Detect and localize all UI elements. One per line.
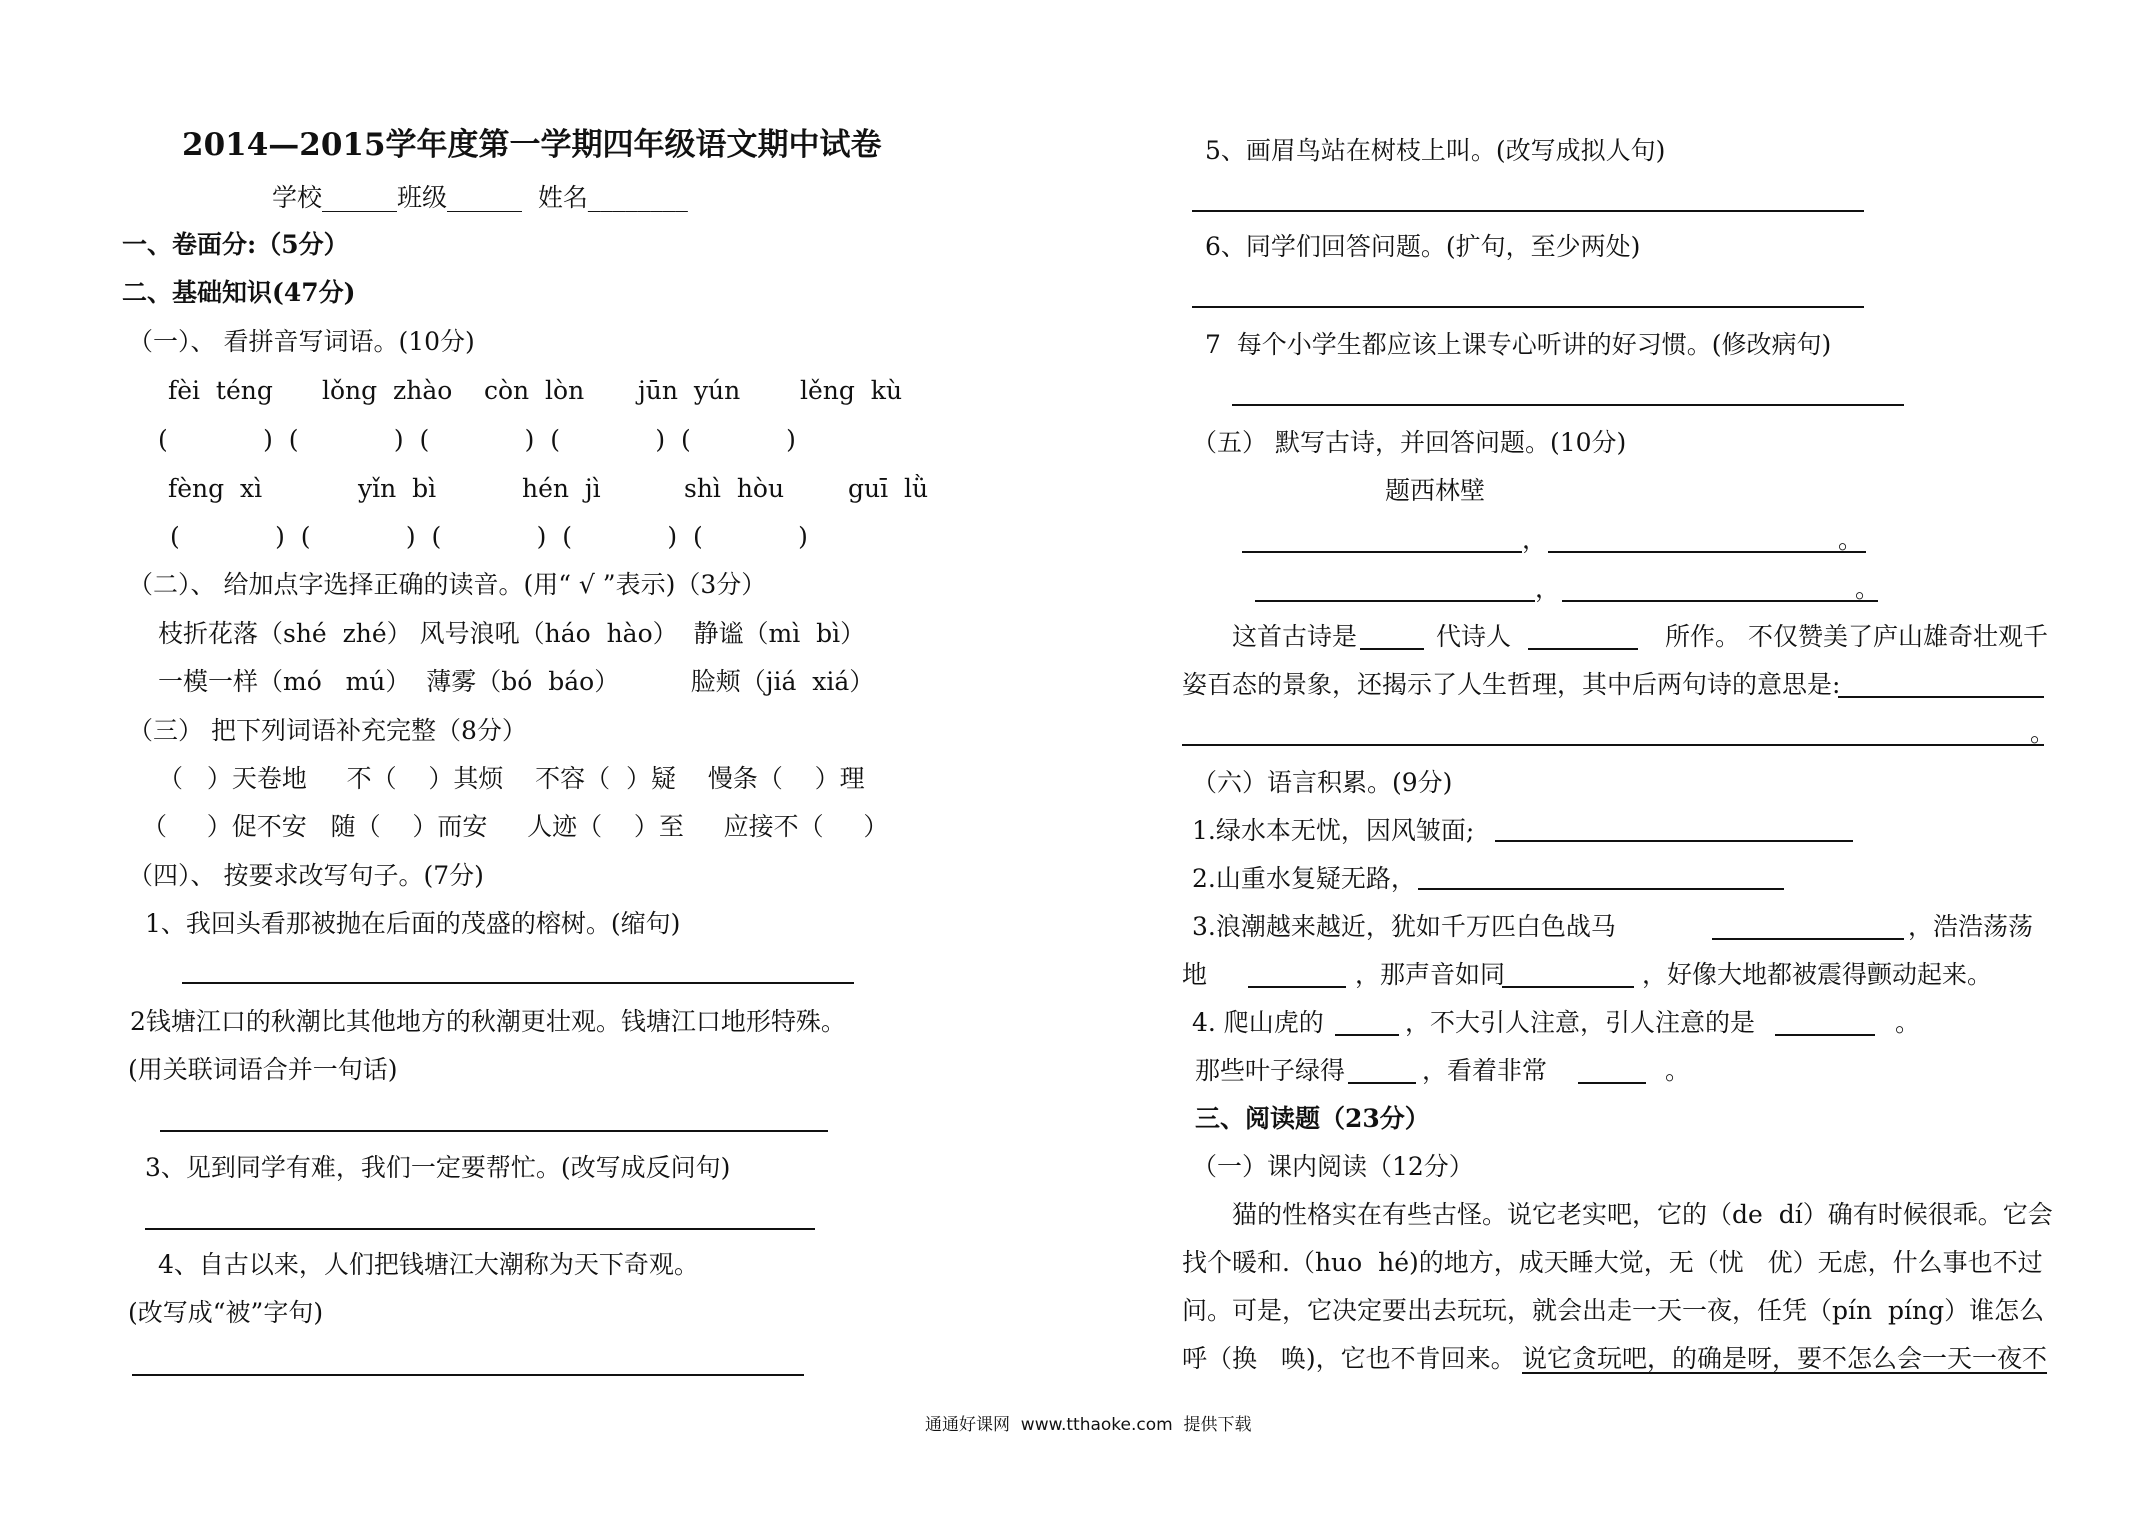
- poem-question-meaning: 姿百态的景象，还揭示了人生哲理，其中后两句诗的意思是:: [1182, 670, 1841, 699]
- rewrite-question-6: 6、同学们回答问题。(扩句，至少两处): [1205, 232, 1641, 261]
- idiom-row-2: （ ）促不安 随（ ）而安 人迹（ ）至 应接不（ ）: [142, 812, 889, 841]
- accumulation-4-line2: 那些叶子绿得: [1195, 1056, 1346, 1085]
- rewrite-question-2: 2钱塘江口的秋潮比其他地方的秋潮更壮观。钱塘江口地形特殊。: [130, 1007, 846, 1036]
- accumulation-4-blank-3: [1348, 1082, 1416, 1084]
- accumulation-4-cont: ，不大引人注意，引人注意的是: [1405, 1008, 1756, 1037]
- poem-line-1-blank: [1242, 551, 1522, 553]
- poem-question-part-3: 所作。 不仅赞美了庐山雄奇壮观千: [1665, 622, 2048, 651]
- poem-period-2: 。: [1855, 574, 1881, 603]
- section-2-heading: 二、基础知识(47分): [122, 278, 356, 307]
- answer-line-q4: [132, 1374, 804, 1376]
- passage-line-2: 找个暖和.（huo hé)的地方，成天睡大觉，无（忧 优）无虑，什么事也不过: [1182, 1248, 2043, 1277]
- answer-line-q6: [1192, 306, 1864, 308]
- accumulation-3-sound: ，那声音如同: [1355, 960, 1506, 989]
- answer-line-q3: [145, 1228, 815, 1230]
- poem-dynasty-blank: [1360, 648, 1424, 650]
- pinyin-3: còn lòn: [484, 376, 585, 405]
- pinyin-7: yǐn bì: [358, 474, 437, 503]
- answer-brackets-row-2: ( ) ( ) ( ) ( ) ( ): [170, 522, 808, 551]
- accumulation-4-blank-1: [1335, 1034, 1399, 1036]
- part-5-heading: （五） 默写古诗，并回答问题。(10分): [1192, 428, 1627, 457]
- answer-brackets-row-1: ( ) ( ) ( ) ( ) ( ): [158, 425, 796, 454]
- pinyin-9: shì hòu: [684, 474, 785, 503]
- poem-meaning-period: 。: [2030, 718, 2056, 747]
- pinyin-2: lǒng zhào: [322, 376, 453, 405]
- accumulation-3-end: ，好像大地都被震得颤动起来。: [1642, 960, 1993, 989]
- accumulation-2: 2.山重水复疑无路，: [1192, 864, 1416, 893]
- poem-meaning-blank-1: [1838, 696, 2044, 698]
- poem-line-3-blank: [1255, 600, 1535, 602]
- answer-line-q5: [1192, 210, 1864, 212]
- part-2-heading: （二）、 给加点字选择正确的读音。(用“ √ ”表示)（3分）: [128, 570, 767, 599]
- poem-comma-1: ，: [1522, 525, 1548, 554]
- poem-poet-blank: [1528, 648, 1638, 650]
- answer-line-q1: [182, 982, 854, 984]
- accumulation-2-blank: [1418, 888, 1784, 890]
- passage-line-3: 问。可是，它决定要出去玩玩，就会出走一天一夜，任凭（pín píng）谁怎么: [1182, 1296, 2045, 1325]
- accumulation-3-blank-2: [1248, 986, 1346, 988]
- poem-meaning-blank-2: [1182, 744, 2044, 746]
- answer-line-q7: [1232, 404, 1904, 406]
- student-info-line: 学校______班级______ 姓名________: [272, 183, 688, 212]
- rewrite-question-5: 5、画眉鸟站在树枝上叫。(改写成拟人句): [1205, 136, 1666, 165]
- accumulation-4-blank-2: [1775, 1034, 1875, 1036]
- answer-line-q2: [160, 1130, 828, 1132]
- poem-question-part-1: 这首古诗是: [1232, 622, 1358, 651]
- accumulation-3: 3.浪潮越来越近，犹如千万匹白色战马: [1192, 912, 1616, 941]
- accumulation-3-cont: ，浩浩荡荡: [1908, 912, 2034, 941]
- pinyin-10: guī lǜ: [848, 474, 929, 503]
- rewrite-question-4-instruction: (改写成“被”字句): [128, 1298, 324, 1327]
- pinyin-4: jūn yún: [638, 376, 741, 405]
- part-4-heading: （四）、 按要求改写句子。(7分): [128, 861, 484, 890]
- accumulation-4-period-1: 。: [1895, 1008, 1921, 1037]
- footer-source: 通通好课网 www.tthaoke.com 提供下载: [925, 1415, 1252, 1435]
- part-3-heading: （三） 把下列词语补充完整（8分）: [128, 716, 527, 745]
- poem-question-part-2: 代诗人: [1436, 622, 1512, 651]
- poem-line-4-blank: [1562, 600, 1878, 602]
- part-6-heading: （六）语言积累。(9分): [1192, 768, 1453, 797]
- passage-line-4: 呼（换 唤)，它也不肯回来。: [1182, 1344, 1516, 1373]
- section-1-heading: 一、卷面分:（5分）: [122, 230, 349, 259]
- rewrite-question-4: 4、自古以来，人们把钱塘江大潮称为天下奇观。: [158, 1250, 699, 1279]
- accumulation-4-line2-cont: ，看着非常: [1422, 1056, 1548, 1085]
- exam-title: 2014—2015学年度第一学期四年级语文期中试卷: [182, 127, 882, 163]
- section-3-heading: 三、阅读题（23分）: [1195, 1104, 1430, 1133]
- pinyin-6: fèng xì: [168, 474, 263, 503]
- rewrite-question-2-instruction: (用关联词语合并一句话): [128, 1055, 398, 1084]
- poem-period-1: 。: [1838, 525, 1864, 554]
- accumulation-1-blank: [1495, 840, 1853, 842]
- poem-title: 题西林壁: [1385, 476, 1486, 505]
- rewrite-question-3: 3、见到同学有难，我们一定要帮忙。(改写成反问句): [145, 1153, 731, 1182]
- rewrite-question-7: 7 每个小学生都应该上课专心听讲的好习惯。(修改病句): [1205, 330, 1832, 359]
- poem-comma-2: ，: [1535, 574, 1561, 603]
- pinyin-1: fèi téng: [168, 376, 273, 405]
- accumulation-1: 1.绿水本无忧，因风皱面;: [1192, 816, 1475, 845]
- accumulation-4-blank-4: [1578, 1082, 1646, 1084]
- passage-line-4-underlined: 说它贪玩吧，的确是呀，要不怎么会一天一夜不: [1522, 1344, 2048, 1373]
- reading-1-heading: （一）课内阅读（12分）: [1192, 1152, 1474, 1181]
- accumulation-3-blank-3: [1502, 986, 1634, 988]
- accumulation-4-period-2: 。: [1665, 1056, 1691, 1085]
- reading-choice-row-1: 枝折花落（shé zhé） 风号浪吼（háo hào） 静谧（mì bì）: [158, 619, 866, 648]
- part-1-heading: （一）、 看拼音写词语。(10分): [128, 327, 475, 356]
- accumulation-3-line2: 地: [1182, 960, 1208, 989]
- idiom-row-1: （ ）天卷地 不（ ）其烦 不容（ ）疑 慢条（ ）理: [158, 764, 865, 793]
- reading-choice-row-2: 一模一样（mó mú） 薄雾（bó báo） 脸颊（jiá xiá）: [158, 667, 875, 696]
- pinyin-8: hén jì: [522, 474, 601, 503]
- accumulation-3-blank-1: [1712, 938, 1904, 940]
- passage-line-1: 猫的性格实在有些古怪。说它老实吧，它的（de dí）确有时候很乖。它会: [1232, 1200, 2053, 1229]
- rewrite-question-1: 1、我回头看那被抛在后面的茂盛的榕树。(缩句): [145, 909, 681, 938]
- accumulation-4: 4. 爬山虎的: [1192, 1008, 1324, 1037]
- poem-line-2-blank: [1548, 551, 1866, 553]
- pinyin-5: lěng kù: [800, 376, 903, 405]
